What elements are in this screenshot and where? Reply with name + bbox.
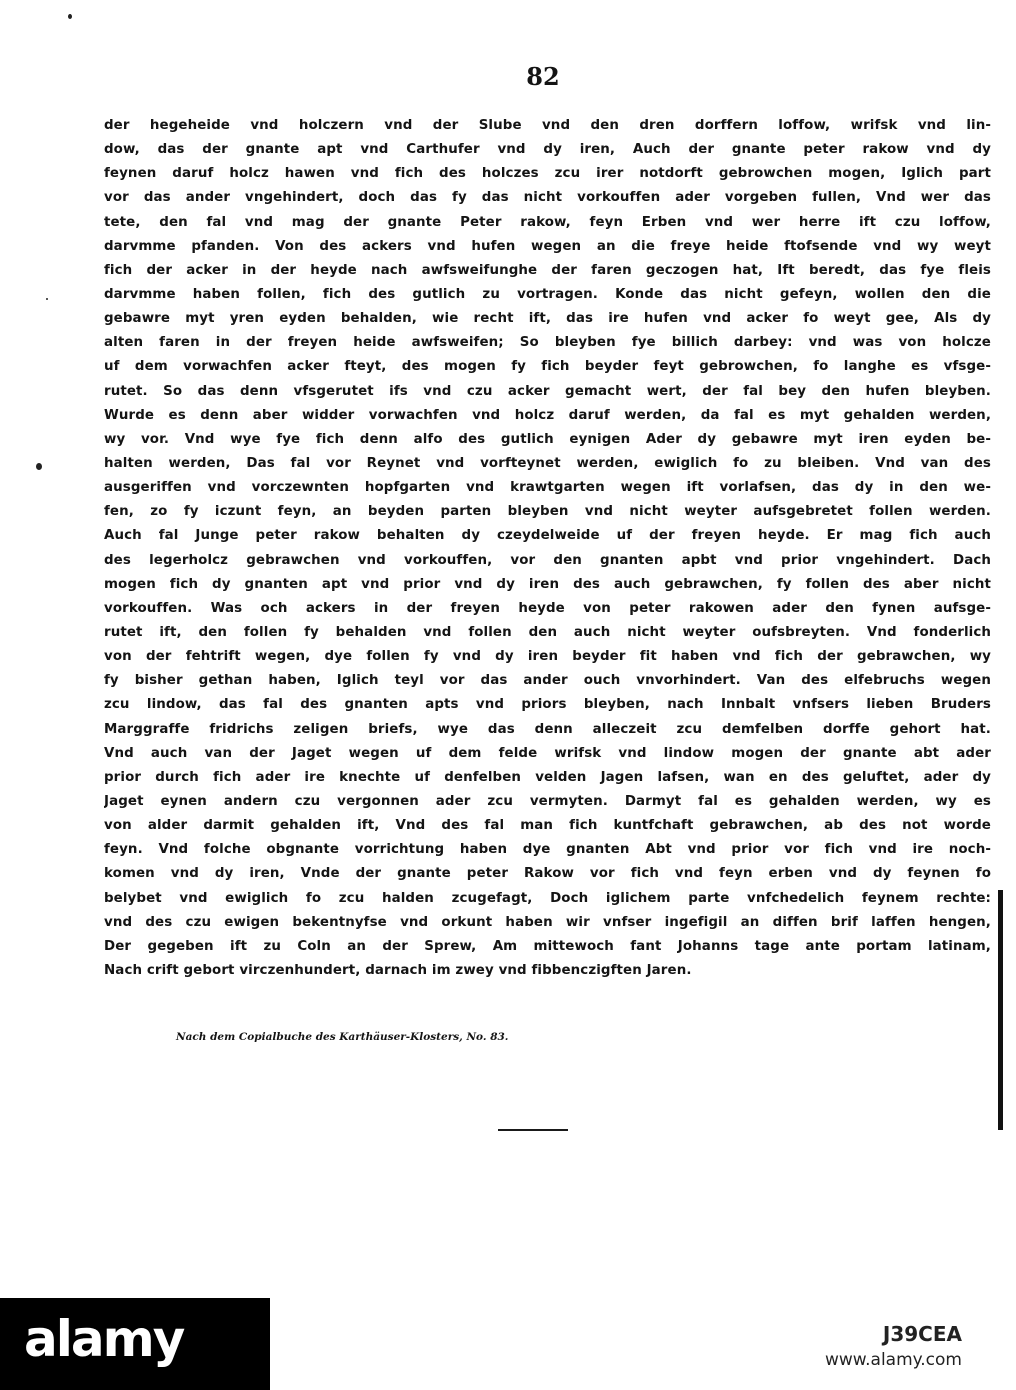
ink-speck [36,463,42,470]
stock-url: www.alamy.com [824,1350,962,1370]
text-line: darvmme pfanden. Von des ackers vnd hufen wegen an die freye heide ftofsende vnd wy weyt [104,238,991,254]
stock-image-id: J39CEA [882,1322,962,1346]
text-line: der hegeheide vnd holczern vnd der Slube vnd den dren dorffern loffow, wrifsk vnd lin- [104,118,991,133]
text-line: prior durch fich ader ire knechte uf denfelben velden Jagen lafsen, wan en des geluftet, ader dy [104,769,991,785]
text-line: halten werden, Das fal vor Reynet vnd vorfteynet werden, ewiglich fo zu bleiben. Vnd van des [104,455,991,471]
text-line: uf dem vorwachfen acker fteyt, des mogen fy fich beyder feyt gebrowchen, fo langhe es vfsge- [104,359,991,375]
body-text [104,114,991,983]
source-note: Nach dem Copialbuche des Karthäuser-Klosters, No. 83. [176,1031,509,1043]
text-line: mogen fich dy gnanten apt vnd prior vnd dy iren des auch gebrawchen, fy follen des aber nicht [104,576,991,592]
text-line: zcu lindow, das fal des gnanten apts vnd priors bleyben, nach Innbalt vnfsers lieben Bruders [104,697,991,713]
text-line: rutet. So das denn vfsgerutet ifs vnd czu acker gemacht wert, der fal bey den hufen bleyben. [104,383,991,399]
text-line: Marggraffe fridrichs zeligen briefs, wye das denn alleczeit zcu demfelben dorffe gehort hat. [104,721,991,737]
text-line: vnd des czu ewigen bekentnyfse vnd orkunt haben wir vnfser ingefigil an diffen brif laffen hengen, [104,914,991,930]
text-line: Auch fal Junge peter rakow behalten dy czeydelweide uf der freyen heyde. Er mag fich auch [104,528,991,544]
text-line: rutet ift, den follen fy behalden vnd follen den auch nicht weyter oufsbreyten. Vnd fonderlich [104,624,991,640]
text-line: belybet vnd ewiglich fo zcu halden zcugefagt, Doch iglichem parte vnfchedelich feynem rechte: [104,890,991,906]
ink-speck [46,298,48,300]
text-line: Vnd auch van der Jaget wegen uf dem felde wrifsk vnd lindow mogen der gnante abt ader [104,745,991,761]
text-line: Nach crift gebort virczenhundert, darnach im zwey vnd fibbenczigften Jaren. [104,962,692,978]
margin-bar [998,890,1003,1130]
text-line: vorkouffen. Was och ackers in der freyen heyde von peter rakowen ader den fynen aufsge- [104,600,991,616]
text-line: komen vnd dy iren, Vnde der gnante peter Rakow vor fich vnd feyn erben vnd dy feynen fo [104,866,991,882]
text-line: alten faren in der freyen heide awfsweifen; So bleyben fye billich darbey: vnd was von holcze [104,335,991,351]
stock-footer [0,1298,1016,1390]
text-line: von der fehtrift wegen, dye follen fy vnd dy iren beyder fit haben vnd fich der gebrawchen, wy [104,649,991,665]
text-line: des legerholcz gebrawchen vnd vorkouffen, vor den gnanten apbt vnd prior vngehindert. Dach [104,552,991,568]
text-line: feyn. Vnd folche obgnante vorrichtung haben dye gnanten Abt vnd prior vor fich vnd ire noch- [104,842,991,858]
page-number: 82 [526,62,560,91]
text-line: darvmme haben follen, fich des gutlich zu vortragen. Konde das nicht gefeyn, wollen den die [104,286,991,302]
alamy-logo [0,1298,270,1390]
text-line: fen, zo fy iczunt feyn, an beyden parten bleyben vnd nicht weyter aufsgebretet follen werden. [104,504,991,520]
text-line: Wurde es denn aber widder vorwachfen vnd holcz daruf werden, da fal es myt gehalden werden, [104,407,991,423]
text-line: Der gegeben ift zu Coln an der Sprew, Am mittewoch fant Johanns tage ante portam latinam, [104,938,991,954]
end-rule [498,1129,568,1131]
alamy-logo-text: alamy [24,1310,184,1368]
text-line: feynen daruf holcz hawen vnd fich des holczes zcu irer notdorft gebrowchen mogen, Iglich part [104,166,991,182]
text-line: fy bisher gethan haben, Iglich teyl vor das ander ouch vnvorhindert. Van des elfebruchs wegen [104,673,991,689]
text-line: tete, den fal vnd mag der gnante Peter rakow, feyn Erben vnd wer herre ift czu loffow, [104,214,991,230]
text-line: wy vor. Vnd wye fye fich denn alfo des gutlich eynigen Ader dy gebawre myt iren eyden be- [104,431,991,447]
text-line: Jaget eynen andern czu vergonnen ader zcu vermyten. Darmyt fal es gehalden werden, wy es [104,793,991,809]
text-line: fich der acker in der heyde nach awfsweifunghe der faren geczogen hat, Ift beredt, das fye fleis [104,262,991,278]
text-line: ausgeriffen vnd vorczewnten hopfgarten vnd krawtgarten wegen ift vorlafsen, das dy in den we- [104,480,991,496]
text-line: dow, das der gnante apt vnd Carthufer vnd dy iren, Auch der gnante peter rakow vnd dy [104,142,991,158]
text-line: gebawre myt yren eyden behalden, wie recht ift, das ire hufen vnd acker fo weyt gee, Als dy [104,311,991,327]
ink-speck [68,14,72,19]
text-line: von alder darmit gehalden ift, Vnd des fal man fich kuntfchaft gebrawchen, ab des not worde [104,818,991,834]
text-line: vor das ander vngehindert, doch das fy das nicht vorkouffen ader vorgeben fullen, Vnd wer das [104,190,991,206]
